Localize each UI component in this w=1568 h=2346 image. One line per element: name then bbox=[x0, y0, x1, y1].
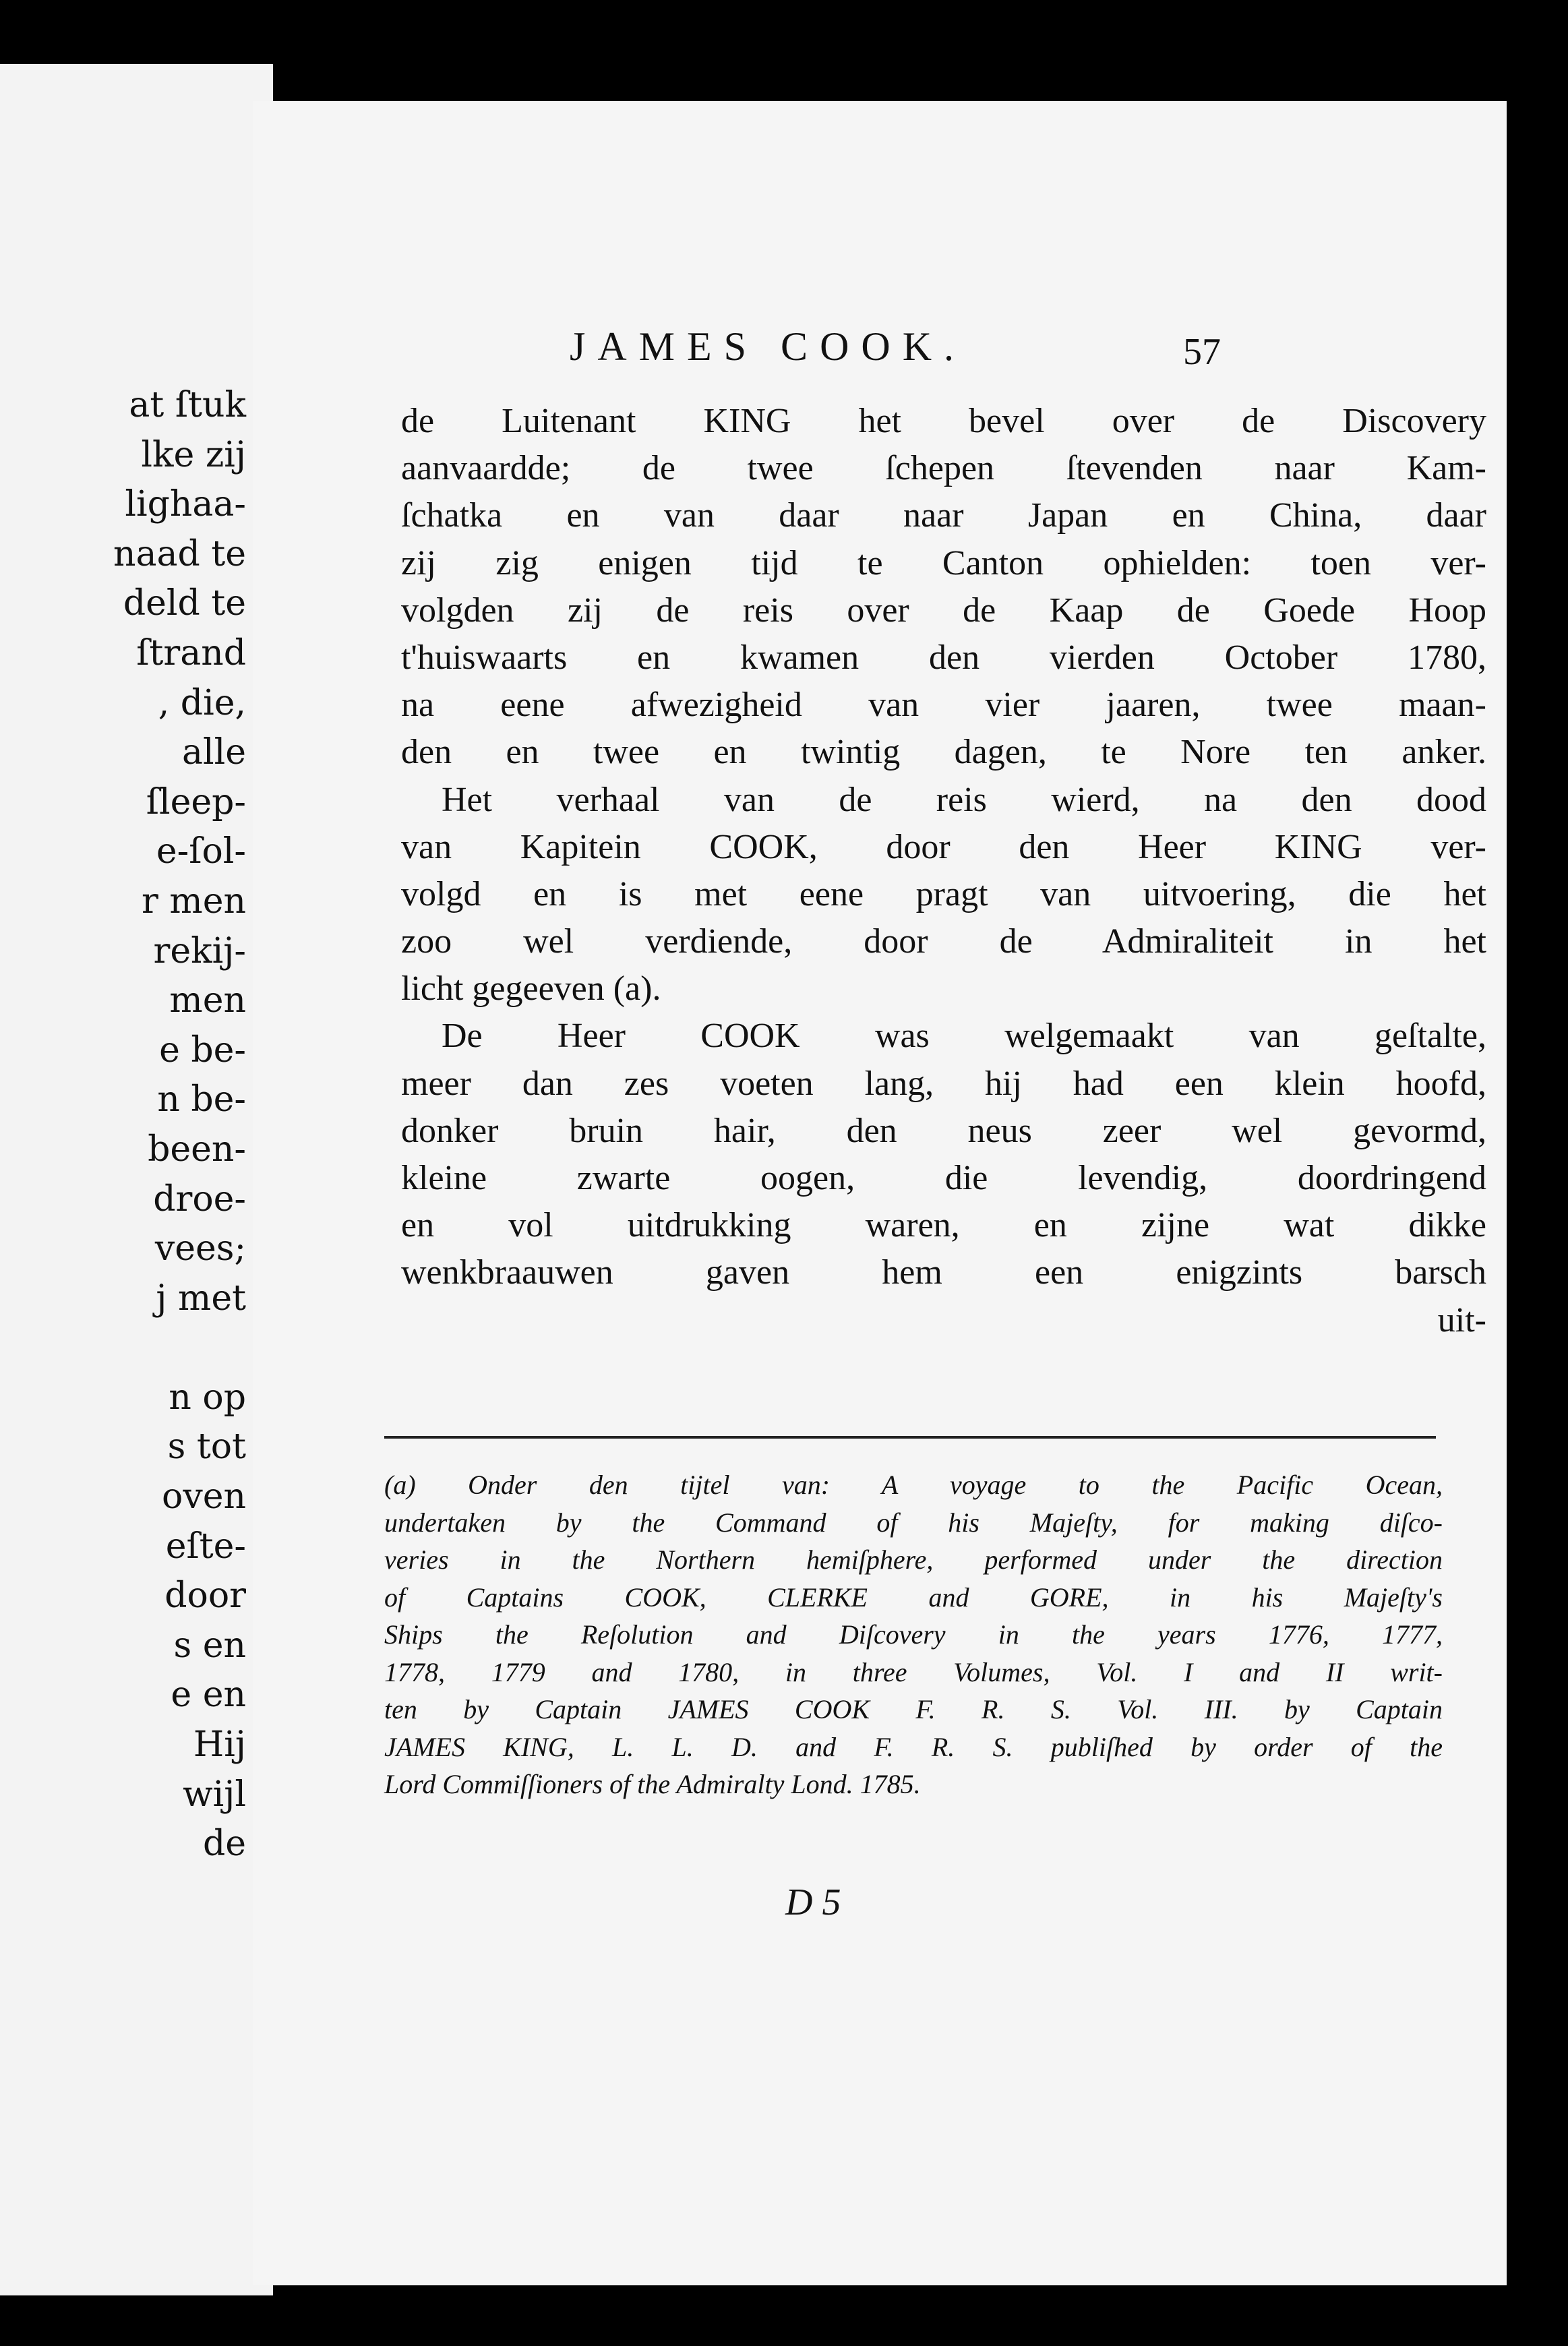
body-line: de Luitenant KING het bevel over de Discovery bbox=[401, 402, 1486, 440]
footnote-line: JAMES KING, L. L. D. and F. R. S. publiſhed by order of the bbox=[384, 1731, 1443, 1762]
catchword: uit- bbox=[1437, 1300, 1486, 1340]
body-line: meer dan zes voeten lang, hij had een klein hoofd, bbox=[401, 1064, 1486, 1103]
running-head: JAMES COOK. bbox=[570, 324, 967, 369]
body-line: ſchatka en van daar naar Japan en China, daar bbox=[401, 496, 1486, 535]
footnote-line: of Captains COOK, CLERKE and GORE, in his Majeſty's bbox=[384, 1582, 1443, 1613]
body-line: zij zig enigen tijd te Canton ophielden: toen ver- bbox=[401, 543, 1486, 582]
body-line: van Kapitein COOK, door den Heer KING ver- bbox=[401, 827, 1486, 866]
footnote-line: (a) Onder den tijtel van: A voyage to the Pacific Ocean, bbox=[384, 1470, 1443, 1500]
body-line: wenkbraauwen gaven hem een enigzints barsch bbox=[401, 1253, 1486, 1292]
facing-line: been- bbox=[148, 1129, 246, 1170]
facing-line: n op bbox=[169, 1377, 246, 1418]
body-line: volgd en is met eene pragt van uitvoering, die het bbox=[401, 874, 1486, 913]
body-line: aanvaardde; de twee ſchepen ſtevenden naar Kam- bbox=[401, 449, 1486, 488]
facing-line: e en bbox=[171, 1675, 246, 1716]
facing-line: , die, bbox=[158, 682, 246, 723]
footnote bbox=[384, 1466, 1443, 1803]
book-page bbox=[253, 101, 1507, 2285]
facing-line: s en bbox=[173, 1625, 246, 1666]
body-line: Het verhaal van de reis wierd, na den dood bbox=[442, 780, 1486, 819]
body-line: en vol uitdrukking waren, en zijne wat dikke bbox=[401, 1206, 1486, 1245]
footnote-line: Lord Commiſſioners of the Admiralty Lond. 1785. bbox=[384, 1769, 921, 1799]
facing-line: door bbox=[164, 1575, 246, 1617]
facing-line: ſleep- bbox=[146, 781, 246, 822]
footnote-line: 1778, 1779 and 1780, in three Volumes, Vol. I and II writ- bbox=[384, 1656, 1443, 1687]
facing-line: men bbox=[169, 980, 246, 1021]
body-line: t'huiswaarts en kwamen den vierden October 1780, bbox=[401, 638, 1486, 677]
facing-line: vees; bbox=[154, 1228, 246, 1269]
body-line: donker bruin hair, den neus zeer wel gevormd, bbox=[401, 1111, 1486, 1150]
facing-line: oven bbox=[162, 1476, 246, 1517]
footnote-line: veries in the Northern hemiſphere, performed under the direction bbox=[384, 1544, 1443, 1575]
facing-line: droe- bbox=[153, 1178, 246, 1220]
facing-page-text bbox=[17, 381, 246, 1869]
signature-mark: D 5 bbox=[785, 1882, 841, 1923]
facing-line: at ſtuk bbox=[129, 385, 246, 425]
facing-line: alle bbox=[181, 732, 246, 773]
page-number: 57 bbox=[1183, 331, 1221, 373]
facing-line: de bbox=[202, 1824, 246, 1865]
body-line: kleine zwarte oogen, die levendig, doordringend bbox=[401, 1159, 1486, 1197]
facing-line: n be- bbox=[157, 1079, 246, 1120]
facing-line: naad te bbox=[113, 533, 246, 574]
facing-line: Hij bbox=[193, 1724, 246, 1766]
facing-line: eſte- bbox=[165, 1526, 246, 1567]
facing-line: e be- bbox=[159, 1029, 246, 1071]
facing-line: lke zij bbox=[141, 434, 246, 475]
facing-line: lighaa- bbox=[125, 484, 246, 525]
footnote-rule bbox=[384, 1436, 1436, 1439]
footnote-line: undertaken by the Command of his Majeſty, for making diſco- bbox=[384, 1507, 1443, 1538]
facing-line: e-ſol- bbox=[156, 831, 246, 872]
footnote-line: Ships the Reſolution and Diſcovery in the years 1776, 1777, bbox=[384, 1619, 1443, 1650]
body-text bbox=[401, 398, 1486, 1344]
facing-line: r men bbox=[142, 880, 246, 922]
body-line: na eene afwezigheid van vier jaaren, twee maan- bbox=[401, 686, 1486, 725]
facing-line: s tot bbox=[167, 1426, 246, 1468]
facing-line: j met bbox=[156, 1277, 246, 1319]
facing-line: rekij- bbox=[153, 930, 246, 971]
facing-line: deld te bbox=[123, 583, 246, 624]
body-line: licht gegeeven (a). bbox=[401, 969, 661, 1009]
body-line: den en twee en twintig dagen, te Nore ten anker. bbox=[401, 733, 1486, 772]
facing-line: ſtrand bbox=[136, 632, 246, 673]
facing-line bbox=[17, 1323, 246, 1373]
footnote-line: ten by Captain JAMES COOK F. R. S. Vol. III. by Captain bbox=[384, 1694, 1443, 1724]
body-line: De Heer COOK was welgemaakt van geſtalte, bbox=[442, 1017, 1486, 1056]
body-line: zoo wel verdiende, door de Admiraliteit in het bbox=[401, 922, 1486, 961]
facing-line: wijl bbox=[183, 1774, 246, 1815]
facing-page bbox=[0, 64, 273, 2295]
page-header bbox=[253, 324, 1507, 391]
body-line: volgden zij de reis over de Kaap de Goede Hoop bbox=[401, 591, 1486, 630]
